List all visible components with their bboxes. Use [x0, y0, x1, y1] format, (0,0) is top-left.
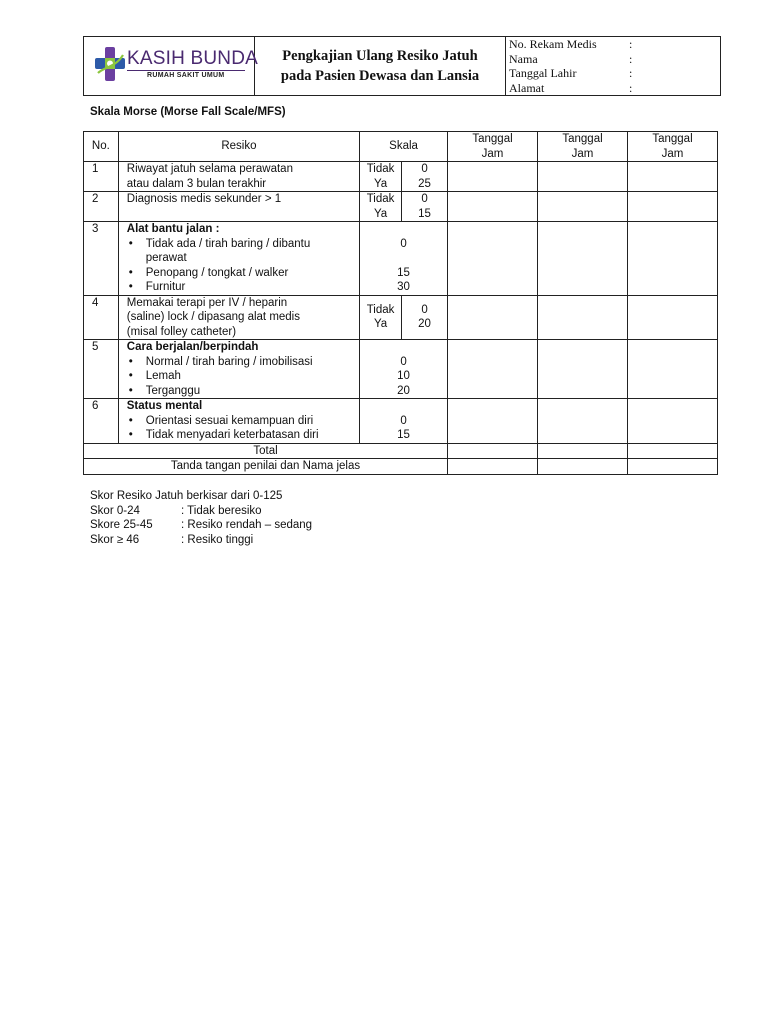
list-item-continuation: perawat [145, 252, 187, 264]
row-number: 2 [84, 192, 119, 222]
row-number: 3 [84, 222, 119, 296]
scale-subtitle: Skala Morse (Morse Fall Scale/MFS) [90, 106, 286, 118]
signature-cell[interactable] [538, 459, 628, 475]
table-row [84, 340, 718, 399]
logo-cell [84, 37, 259, 96]
signature-row [84, 459, 718, 475]
scale-labels: Tidak Ya [360, 295, 402, 340]
signature-label: Tanda tangan penilai dan Nama jelas [84, 459, 448, 475]
risk-description: Diagnosis medis sekunder > 1 [118, 192, 359, 222]
row-number: 6 [84, 399, 119, 444]
header-resiko: Resiko [118, 132, 359, 162]
date-cell[interactable] [628, 399, 718, 444]
field-nama: Nama : [509, 51, 633, 66]
table-row [84, 222, 718, 296]
date-cell[interactable] [628, 162, 718, 192]
table-row [84, 295, 718, 340]
row-number: 4 [84, 295, 119, 340]
field-rekam-medis: No. Rekam Medis : [509, 37, 633, 51]
risk-description [118, 399, 359, 444]
list-item: • Penopang / tongkat / walker [127, 266, 359, 281]
date-cell[interactable] [448, 162, 538, 192]
list-item: • Orientasi sesuai kemampuan diri [127, 414, 359, 429]
score-range: Skor ≥ 46 : Resiko tinggi [90, 533, 254, 546]
total-label: Total [84, 443, 448, 459]
total-row [84, 443, 718, 459]
risk-title: Alat bantu jalan : [126, 223, 220, 235]
scale-values: 0 20 [402, 295, 448, 340]
date-cell[interactable] [628, 222, 718, 296]
risk-title: Status mental [126, 400, 203, 412]
total-cell[interactable] [448, 443, 538, 459]
scale-labels: Tidak Ya [360, 192, 402, 222]
row-number: 1 [84, 162, 119, 192]
list-item: • Tidak ada / tirah baring / dibantu [127, 237, 359, 252]
total-cell[interactable] [628, 443, 718, 459]
header-skala: Skala [360, 132, 448, 162]
score-range: Skor 0-24 : Tidak beresiko [90, 504, 262, 517]
list-item: • Furnitur [127, 280, 359, 295]
score-intro: Skor Resiko Jatuh berkisar dari 0-125 [90, 490, 283, 502]
date-cell[interactable] [448, 222, 538, 296]
risk-title: Cara berjalan/berpindah [126, 341, 259, 353]
risk-description [118, 222, 359, 296]
document-header [83, 36, 721, 96]
scale-values: 0 15 30 [360, 222, 448, 296]
header-tanggal-1: Tanggal Jam [448, 132, 538, 162]
field-tanggal-lahir: Tanggal Lahir : [509, 66, 633, 80]
date-cell[interactable] [448, 295, 538, 340]
list-item: • Tidak menyadari keterbatasan diri [127, 428, 359, 443]
scale-values: 0 25 [402, 162, 448, 192]
score-range: Skore 25-45 : Resiko rendah – sedang [90, 519, 313, 532]
list-item: • Lemah [127, 369, 359, 384]
scale-values: 0 15 [402, 192, 448, 222]
risk-description: Memakai terapi per IV / heparin (saline) lock / dipasang alat medis (misal folley catheter) [118, 295, 359, 340]
date-cell[interactable] [538, 399, 628, 444]
risk-description: Riwayat jatuh selama perawatan atau dalam 3 bulan terakhir [118, 162, 359, 192]
header-tanggal-2: Tanggal Jam [538, 132, 628, 162]
date-cell[interactable] [538, 162, 628, 192]
field-alamat: Alamat : [509, 80, 633, 95]
form-title [255, 37, 506, 96]
date-cell[interactable] [448, 192, 538, 222]
signature-cell[interactable] [628, 459, 718, 475]
date-cell[interactable] [538, 295, 628, 340]
table-row [84, 399, 718, 444]
date-cell[interactable] [448, 340, 538, 399]
table-header-row [84, 132, 718, 162]
date-cell[interactable] [538, 192, 628, 222]
brand-name: KASIH BUNDA [127, 48, 259, 69]
total-cell[interactable] [538, 443, 628, 459]
form-title-line2: pada Pasien Dewasa dan Lansia [280, 68, 480, 84]
date-cell[interactable] [628, 340, 718, 399]
header-no: No. [84, 132, 119, 162]
score-legend [90, 489, 312, 547]
list-item: • Terganggu [127, 384, 359, 399]
risk-description [118, 340, 359, 399]
list-item: • Normal / tirah baring / imobilisasi [127, 355, 359, 370]
hospital-logo [94, 45, 259, 87]
signature-cell[interactable] [448, 459, 538, 475]
morse-fall-scale-table [83, 131, 718, 475]
medical-cross-icon [94, 45, 126, 83]
header-tanggal-3: Tanggal Jam [628, 132, 718, 162]
date-cell[interactable] [628, 295, 718, 340]
date-cell[interactable] [448, 399, 538, 444]
row-number: 5 [84, 340, 119, 399]
brand-divider [127, 70, 245, 71]
table-row [84, 162, 718, 192]
date-cell[interactable] [628, 192, 718, 222]
scale-values: 0 15 [360, 399, 448, 444]
date-cell[interactable] [538, 340, 628, 399]
form-title-line1: Pengkajian Ulang Resiko Jatuh [282, 48, 478, 64]
table-row [84, 192, 718, 222]
patient-info [506, 37, 721, 96]
brand-subtitle: RUMAH SAKIT UMUM [147, 72, 225, 79]
date-cell[interactable] [538, 222, 628, 296]
scale-values: 0 10 20 [360, 340, 448, 399]
scale-labels: Tidak Ya [360, 162, 402, 192]
